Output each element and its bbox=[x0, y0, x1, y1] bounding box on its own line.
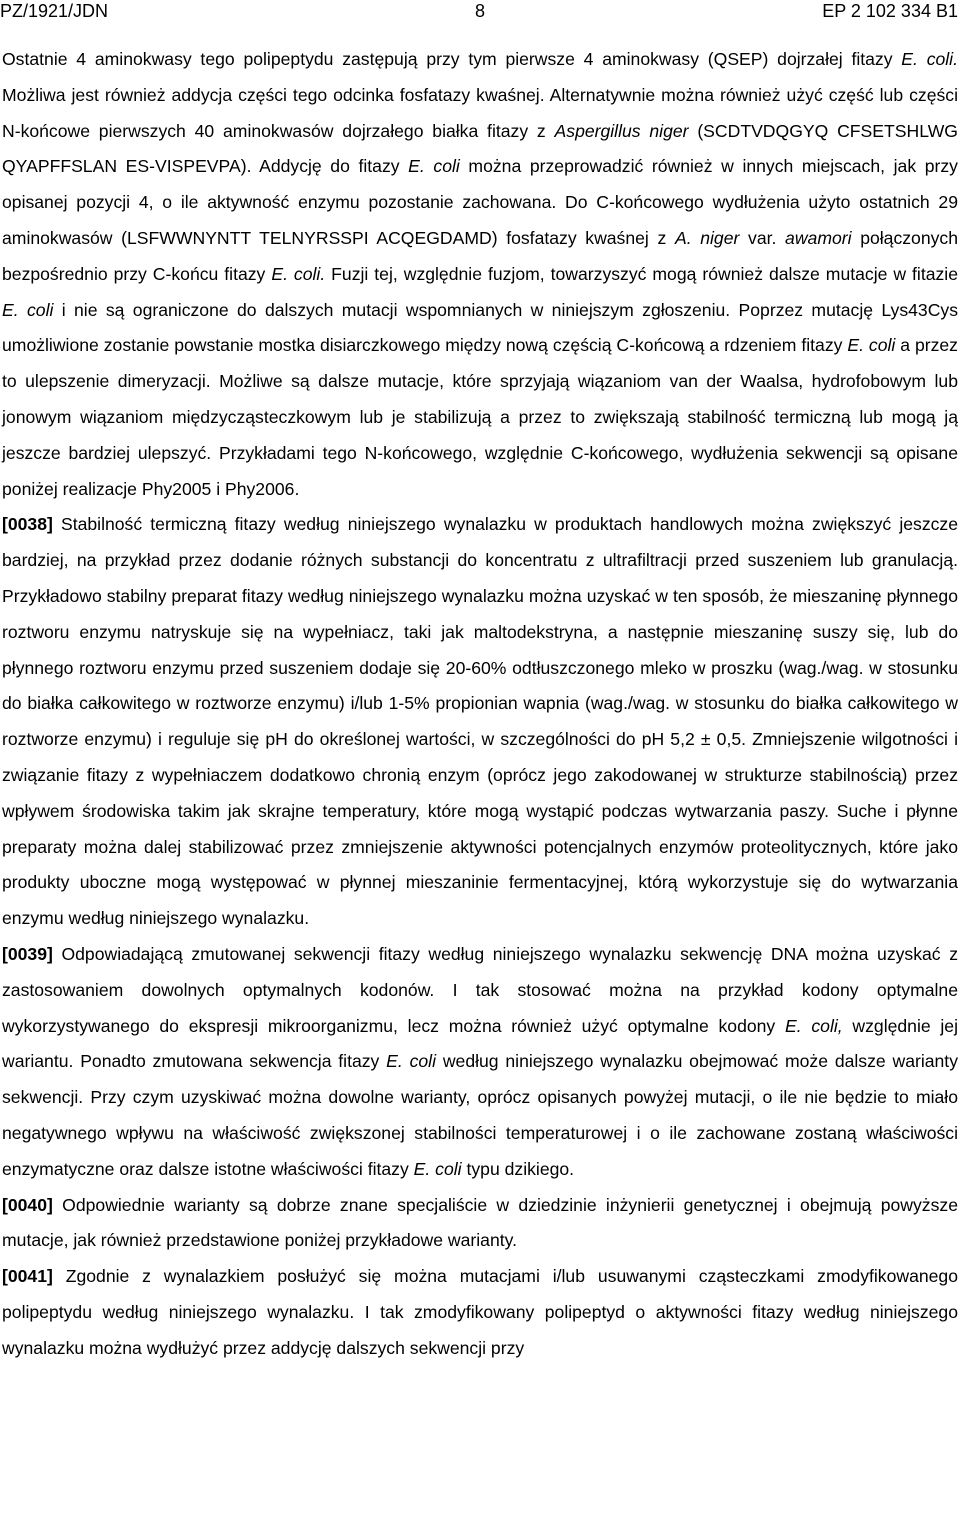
text-segment: można przeprowadzić również w innych miejscach, jak przy opisanej pozycji 4, o ile aktywność enzymu pozostanie zachowana. Do C-końcowego wydłużenia użyto ostatnich 29 aminokwasów (LSFWWNYNTT TELNYRSSPI ACQEGDAMD) fosfatazy kwaśnej z bbox=[2, 156, 958, 248]
text-segment: i nie są ograniczone do dalszych mutacji wspomnianych w niniejszym zgłoszeniu. Poprzez mutację Lys43Cys umożliwione zostanie powstanie mostka disiarczkowego między nową częścią C-końcową a rdzeniem fitazy bbox=[2, 299, 958, 356]
paragraph bbox=[2, 42, 958, 507]
text-segment: połączonych bezpośrednio przy C-końcu fitazy bbox=[2, 227, 958, 284]
text-segment: Odpowiadającą zmutowanej sekwencji fitazy według niniejszego wynalazku sekwencję DNA można uzyskać z zastosowaniem dowolnych optymalnych kodonów. I tak stosować można na przykład kodony optymalne wykorzystywanego do ekspresji mikroorganizmu, lecz można również użyć optymalne kodony bbox=[2, 943, 958, 1036]
text-segment: względnie jej wariantu. Ponadto zmutowana sekwencja fitazy bbox=[2, 1015, 959, 1072]
italic-term: E. coli bbox=[408, 156, 460, 177]
page-number: 8 bbox=[474, 1, 485, 21]
text-segment: Fuzji tej, względnie fuzjom, towarzyszyć mogą również dalsze mutacje w fitazie bbox=[325, 263, 958, 284]
italic-term: E. coli. bbox=[271, 263, 326, 284]
text-segment: według niniejszego wynalazku obejmować może dalsze warianty sekwencji. Przy czym uzyskiwać można dowolne warianty, oprócz opisanych powyżej mutacji, o ile nie będzie to miało negatywnego wpływu na właściwość zwiększonej stabilności temperaturowej i o ile zachowane zostaną właściwości enzymatyczne oraz dalsze istotne właściwości fitazy bbox=[2, 1051, 958, 1179]
italic-term: E. coli bbox=[2, 299, 54, 320]
document-body bbox=[2, 42, 958, 1366]
paragraph-number: [0041] bbox=[2, 1266, 53, 1287]
text-segment: typu dzikiego. bbox=[461, 1158, 575, 1179]
text-segment: Ostatnie 4 aminokwasy tego polipeptydu zastępują przy tym pierwsze 4 aminokwasy (QSEP) dojrzałej fitazy bbox=[2, 49, 902, 69]
italic-term: E. coli bbox=[386, 1051, 437, 1072]
text-segment: Zgodnie z wynalazkiem posłużyć się można mutacjami i/lub usuwanymi cząsteczkami zmodyfikowanego polipeptydu według niniejszego wynalazku. I tak zmodyfikowany polipeptyd o aktywności fitazy według niniejszego wynalazku można wydłużyć przez addycję dalszych sekwencji przy bbox=[2, 1266, 958, 1358]
text-segment: Możliwa jest również addycja części tego odcinka fosfatazy kwaśnej. Alternatywnie można również użyć część lub części N-końcowe pierwszych 40 aminokwasów dojrzałego białka fitazy z bbox=[2, 84, 958, 141]
text-segment: var. bbox=[739, 227, 786, 248]
text-segment: a przez to ulepszenie dimeryzacji. Możliwe są dalsze mutacje, które sprzyjają wiązaniom van der Waalsa, hydrofobowym lub jonowym wiązaniom międzycząsteczkowym lub je stabilizują a przez to zwiększają stabilność termiczną lub mogą ją jeszcze bardziej ulepszyć. Przykładami tego N-końcowego, względnie C-końcowego, wydłużenia sekwencji są opisane poniżej realizacje Phy2005 i Phy2006. bbox=[2, 335, 958, 499]
italic-term: awamori bbox=[785, 227, 852, 248]
italic-term: E. coli bbox=[847, 335, 896, 356]
paragraph-number: [0038] bbox=[2, 514, 53, 535]
paragraph bbox=[2, 1188, 958, 1260]
italic-term: Aspergillus niger bbox=[554, 120, 689, 141]
text-segment: Odpowiednie warianty są dobrze znane specjaliście w dziedzinie inżynierii genetycznej i obejmują powyższe mutacje, jak również przedstawione poniżej przykładowe warianty. bbox=[2, 1194, 958, 1251]
paragraph bbox=[2, 1259, 958, 1366]
paragraph bbox=[2, 937, 958, 1188]
italic-term: E. coli. bbox=[901, 49, 958, 69]
text-segment: (SCDTVDQGYQ CFSETSHLWG QYAPFFSLAN ES-VISPEVPA). Addycję do fitazy bbox=[2, 120, 958, 177]
italic-term: A. niger bbox=[674, 227, 740, 248]
italic-term: E. coli bbox=[413, 1158, 462, 1179]
paragraph-number: [0040] bbox=[2, 1194, 53, 1215]
paragraph bbox=[2, 507, 958, 937]
paragraph-number: [0039] bbox=[2, 943, 53, 964]
page-header bbox=[0, 0, 960, 24]
text-segment: Stabilność termiczną fitazy według niniejszego wynalazku w produktach handlowych można zwiększyć jeszcze bardziej, na przykład przez dodanie różnych substancji do koncentratu z ultrafiltracji przed suszeniem lub granulacją. Przykładowo stabilny preparat fitazy według niniejszego wynalazku można uzyskać w ten sposób, że mieszaninę płynnego roztworu enzymu natryskuje się na wypełniacz, taki jak maltodekstryna, a następnie mieszaninę suszy się, lub do płynnego roztworu enzymu przed suszeniem dodaje się 20-60% odtłuszczonego mleko w proszku (wag./wag. w stosunku do białka całkowitego w roztworze enzymu) i/lub 1-5% propionian wapnia (wag./wag. w stosunku do białka całkowitego w roztworze enzymu) i reguluje się pH do określonej wartości, w szczególności do pH 5,2 ± 0,5. Zmniejszenie wilgotności i związanie fitazy z wypełniaczem dodatkowo chronią enzym (oprócz jego zakodowanej w strukturze stabilnością) przez wpływem środowiska takim jak skrajne temperatury, które mogą wystąpić podczas wytwarzania paszy. Suche i płynne preparaty można dalej stabilizować przez zmniejszenie aktywności potencjalnych enzymów proteolitycznych, które jako produkty uboczne mogą występować w płynnej mieszaninie fermentacyjnej, którą wykorzystuje się do wytwarzania enzymu według niniejszego wynalazku. bbox=[2, 514, 958, 929]
italic-term: E. coli, bbox=[784, 1015, 843, 1036]
patent-number: EP 2 102 334 B1 bbox=[822, 1, 958, 21]
document-reference: PZ/1921/JDN bbox=[0, 1, 109, 21]
